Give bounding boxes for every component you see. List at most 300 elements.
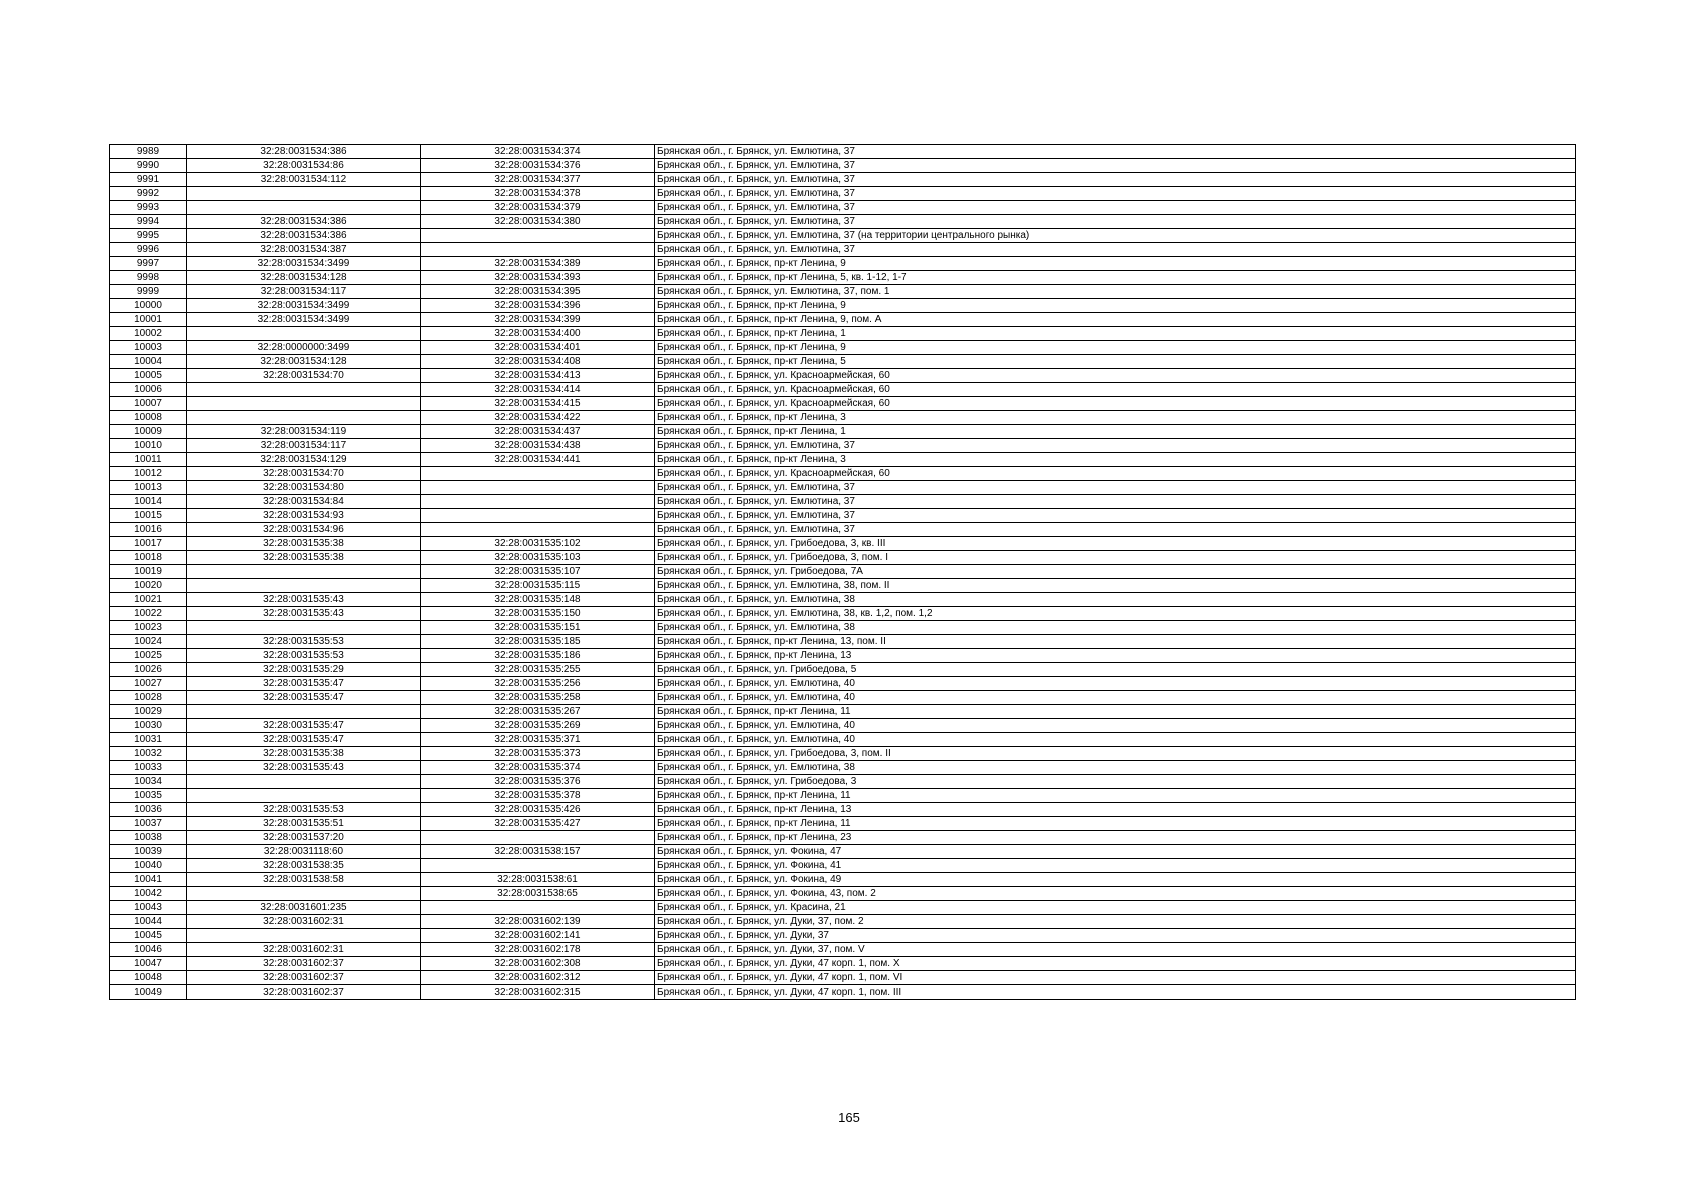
- table-row: [110, 915, 1576, 929]
- table-row: [110, 593, 1576, 607]
- row-number-cell: 9993: [110, 201, 187, 215]
- cadastral-number-cell: 32:28:0031534:80: [187, 481, 421, 495]
- cadastral-number-cell: 32:28:0031534:93: [187, 509, 421, 523]
- row-number-cell: 10012: [110, 467, 187, 481]
- row-number-cell: 10010: [110, 439, 187, 453]
- address-cell: Брянская обл., г. Брянск, ул. Емлютина, 40: [655, 733, 1576, 747]
- cadastral-number-cell: [187, 327, 421, 341]
- row-number-cell: 10030: [110, 719, 187, 733]
- object-cadastral-number-cell: 32:28:0031535:267: [421, 705, 655, 719]
- row-number-cell: 10039: [110, 845, 187, 859]
- object-cadastral-number-cell: 32:28:0031535:115: [421, 579, 655, 593]
- table-row: [110, 551, 1576, 565]
- row-number-cell: 10023: [110, 621, 187, 635]
- address-cell: Брянская обл., г. Брянск, ул. Красноармейская, 60: [655, 369, 1576, 383]
- object-cadastral-number-cell: 32:28:0031535:373: [421, 747, 655, 761]
- row-number-cell: 10007: [110, 397, 187, 411]
- cadastral-number-cell: 32:28:0031534:128: [187, 355, 421, 369]
- table-row: [110, 789, 1576, 803]
- address-cell: Брянская обл., г. Брянск, ул. Емлютина, 37: [655, 159, 1576, 173]
- cadastral-number-cell: [187, 929, 421, 943]
- cadastral-number-cell: 32:28:0031537:20: [187, 831, 421, 845]
- table-row: [110, 635, 1576, 649]
- cadastral-number-cell: 32:28:0031535:29: [187, 663, 421, 677]
- address-cell: Брянская обл., г. Брянск, ул. Грибоедова, 3: [655, 775, 1576, 789]
- object-cadastral-number-cell: 32:28:0031602:141: [421, 929, 655, 943]
- address-cell: Брянская обл., г. Брянск, ул. Емлютина, 38: [655, 761, 1576, 775]
- cadastral-number-cell: 32:28:0031535:53: [187, 635, 421, 649]
- address-cell: Брянская обл., г. Брянск, ул. Грибоедова, 7А: [655, 565, 1576, 579]
- address-cell: Брянская обл., г. Брянск, ул. Грибоедова, 3, пом. II: [655, 747, 1576, 761]
- address-cell: Брянская обл., г. Брянск, ул. Красина, 21: [655, 901, 1576, 915]
- cadastral-number-cell: 32:28:0031535:38: [187, 537, 421, 551]
- address-cell: Брянская обл., г. Брянск, ул. Фокина, 49: [655, 873, 1576, 887]
- object-cadastral-number-cell: 32:28:0031535:269: [421, 719, 655, 733]
- row-number-cell: 10046: [110, 943, 187, 957]
- address-cell: Брянская обл., г. Брянск, ул. Фокина, 47: [655, 845, 1576, 859]
- address-cell: Брянская обл., г. Брянск, ул. Емлютина, 37: [655, 173, 1576, 187]
- table-row: [110, 579, 1576, 593]
- object-cadastral-number-cell: 32:28:0031602:315: [421, 985, 655, 1000]
- object-cadastral-number-cell: [421, 229, 655, 243]
- cadastral-number-cell: 32:28:0031534:70: [187, 369, 421, 383]
- cadastral-number-cell: 32:28:0031535:43: [187, 607, 421, 621]
- object-cadastral-number-cell: 32:28:0031535:107: [421, 565, 655, 579]
- cadastral-number-cell: 32:28:0031535:47: [187, 719, 421, 733]
- address-cell: Брянская обл., г. Брянск, пр-кт Ленина, 3: [655, 453, 1576, 467]
- row-number-cell: 9997: [110, 257, 187, 271]
- row-number-cell: 10041: [110, 873, 187, 887]
- cadastral-number-cell: 32:28:0031535:47: [187, 691, 421, 705]
- object-cadastral-number-cell: 32:28:0031534:399: [421, 313, 655, 327]
- row-number-cell: 10019: [110, 565, 187, 579]
- table-row: [110, 271, 1576, 285]
- table-row: [110, 537, 1576, 551]
- object-cadastral-number-cell: 32:28:0031534:393: [421, 271, 655, 285]
- object-cadastral-number-cell: 32:28:0031602:308: [421, 957, 655, 971]
- object-cadastral-number-cell: [421, 467, 655, 481]
- object-cadastral-number-cell: 32:28:0031534:378: [421, 187, 655, 201]
- table-row: [110, 677, 1576, 691]
- table-row: [110, 257, 1576, 271]
- object-cadastral-number-cell: [421, 831, 655, 845]
- object-cadastral-number-cell: 32:28:0031535:374: [421, 761, 655, 775]
- address-cell: Брянская обл., г. Брянск, пр-кт Ленина, 9: [655, 341, 1576, 355]
- address-cell: Брянская обл., г. Брянск, ул. Емлютина, 37: [655, 509, 1576, 523]
- table-row: [110, 159, 1576, 173]
- table-row: [110, 397, 1576, 411]
- table-row: [110, 509, 1576, 523]
- row-number-cell: 9991: [110, 173, 187, 187]
- row-number-cell: 10043: [110, 901, 187, 915]
- row-number-cell: 9995: [110, 229, 187, 243]
- table-row: [110, 229, 1576, 243]
- object-cadastral-number-cell: 32:28:0031535:427: [421, 817, 655, 831]
- row-number-cell: 10040: [110, 859, 187, 873]
- cadastral-number-cell: [187, 789, 421, 803]
- row-number-cell: 10032: [110, 747, 187, 761]
- table-row: [110, 929, 1576, 943]
- address-cell: Брянская обл., г. Брянск, пр-кт Ленина, 23: [655, 831, 1576, 845]
- address-cell: Брянская обл., г. Брянск, ул. Емлютина, 37: [655, 145, 1576, 159]
- address-cell: Брянская обл., г. Брянск, ул. Емлютина, 38: [655, 621, 1576, 635]
- row-number-cell: 10045: [110, 929, 187, 943]
- table-row: [110, 481, 1576, 495]
- address-cell: Брянская обл., г. Брянск, ул. Дуки, 47 корп. 1, пом. VI: [655, 971, 1576, 985]
- address-cell: Брянская обл., г. Брянск, ул. Емлютина, 37: [655, 439, 1576, 453]
- table-row: [110, 383, 1576, 397]
- cadastral-number-cell: 32:28:0031534:3499: [187, 257, 421, 271]
- row-number-cell: 9996: [110, 243, 187, 257]
- object-cadastral-number-cell: 32:28:0031534:438: [421, 439, 655, 453]
- address-cell: Брянская обл., г. Брянск, пр-кт Ленина, 5, кв. 1-12, 1-7: [655, 271, 1576, 285]
- table-row: [110, 495, 1576, 509]
- object-cadastral-number-cell: 32:28:0031534:380: [421, 215, 655, 229]
- row-number-cell: 10047: [110, 957, 187, 971]
- cadastral-number-cell: 32:28:0031538:58: [187, 873, 421, 887]
- address-cell: Брянская обл., г. Брянск, ул. Красноармейская, 60: [655, 467, 1576, 481]
- object-cadastral-number-cell: 32:28:0031534:377: [421, 173, 655, 187]
- row-number-cell: 9990: [110, 159, 187, 173]
- row-number-cell: 10006: [110, 383, 187, 397]
- cadastral-number-cell: 32:28:0031602:31: [187, 915, 421, 929]
- address-cell: Брянская обл., г. Брянск, ул. Грибоедова, 5: [655, 663, 1576, 677]
- cadastral-number-cell: 32:28:0031535:38: [187, 551, 421, 565]
- address-cell: Брянская обл., г. Брянск, ул. Емлютина, 37: [655, 187, 1576, 201]
- address-cell: Брянская обл., г. Брянск, пр-кт Ленина, 9: [655, 257, 1576, 271]
- document-table-container: [109, 144, 1576, 1000]
- table-row: [110, 201, 1576, 215]
- cadastral-number-cell: 32:28:0031534:387: [187, 243, 421, 257]
- cadastral-number-cell: 32:28:0031535:51: [187, 817, 421, 831]
- table-row: [110, 327, 1576, 341]
- object-cadastral-number-cell: 32:28:0031602:312: [421, 971, 655, 985]
- table-row: [110, 971, 1576, 985]
- cadastral-number-cell: [187, 565, 421, 579]
- cadastral-number-cell: 32:28:0031534:86: [187, 159, 421, 173]
- table-row: [110, 355, 1576, 369]
- address-cell: Брянская обл., г. Брянск, пр-кт Ленина, 11: [655, 705, 1576, 719]
- address-cell: Брянская обл., г. Брянск, пр-кт Ленина, 11: [655, 817, 1576, 831]
- cadastral-number-cell: [187, 705, 421, 719]
- table-row: [110, 439, 1576, 453]
- object-cadastral-number-cell: 32:28:0031535:258: [421, 691, 655, 705]
- row-number-cell: 10013: [110, 481, 187, 495]
- row-number-cell: 10044: [110, 915, 187, 929]
- object-cadastral-number-cell: 32:28:0031602:178: [421, 943, 655, 957]
- object-cadastral-number-cell: 32:28:0031535:426: [421, 803, 655, 817]
- address-cell: Брянская обл., г. Брянск, ул. Емлютина, 38, пом. II: [655, 579, 1576, 593]
- address-cell: Брянская обл., г. Брянск, пр-кт Ленина, 5: [655, 355, 1576, 369]
- row-number-cell: 10022: [110, 607, 187, 621]
- table-row: [110, 313, 1576, 327]
- row-number-cell: 10027: [110, 677, 187, 691]
- row-number-cell: 10031: [110, 733, 187, 747]
- address-cell: Брянская обл., г. Брянск, пр-кт Ленина, 11: [655, 789, 1576, 803]
- object-cadastral-number-cell: [421, 523, 655, 537]
- row-number-cell: 10005: [110, 369, 187, 383]
- cadastral-number-cell: 32:28:0031534:386: [187, 145, 421, 159]
- address-cell: Брянская обл., г. Брянск, ул. Емлютина, 40: [655, 677, 1576, 691]
- table-row: [110, 649, 1576, 663]
- address-cell: Брянская обл., г. Брянск, ул. Емлютина, 37: [655, 201, 1576, 215]
- cadastral-number-cell: 32:28:0031534:128: [187, 271, 421, 285]
- object-cadastral-number-cell: [421, 509, 655, 523]
- address-cell: Брянская обл., г. Брянск, ул. Дуки, 37: [655, 929, 1576, 943]
- table-row: [110, 607, 1576, 621]
- row-number-cell: 10008: [110, 411, 187, 425]
- table-row: [110, 467, 1576, 481]
- object-cadastral-number-cell: 32:28:0031534:401: [421, 341, 655, 355]
- object-cadastral-number-cell: 32:28:0031535:371: [421, 733, 655, 747]
- row-number-cell: 10037: [110, 817, 187, 831]
- object-cadastral-number-cell: 32:28:0031538:61: [421, 873, 655, 887]
- row-number-cell: 10033: [110, 761, 187, 775]
- cadastral-number-cell: 32:28:0031602:37: [187, 957, 421, 971]
- table-row: [110, 369, 1576, 383]
- table-row: [110, 145, 1576, 159]
- object-cadastral-number-cell: 32:28:0031535:151: [421, 621, 655, 635]
- cadastral-number-cell: 32:28:0031534:96: [187, 523, 421, 537]
- table-row: [110, 691, 1576, 705]
- cadastral-number-cell: 32:28:0031601:235: [187, 901, 421, 915]
- cadastral-number-cell: [187, 201, 421, 215]
- table-row: [110, 957, 1576, 971]
- object-cadastral-number-cell: 32:28:0031535:148: [421, 593, 655, 607]
- table-row: [110, 453, 1576, 467]
- table-row: [110, 425, 1576, 439]
- table-row: [110, 985, 1576, 1000]
- table-row: [110, 747, 1576, 761]
- address-cell: Брянская обл., г. Брянск, ул. Емлютина, 37 (на территории центрального рынка): [655, 229, 1576, 243]
- cadastral-number-cell: 32:28:0031535:43: [187, 761, 421, 775]
- table-row: [110, 411, 1576, 425]
- address-cell: Брянская обл., г. Брянск, ул. Фокина, 41: [655, 859, 1576, 873]
- table-row: [110, 901, 1576, 915]
- row-number-cell: 10002: [110, 327, 187, 341]
- object-cadastral-number-cell: 32:28:0031534:379: [421, 201, 655, 215]
- object-cadastral-number-cell: 32:28:0031602:139: [421, 915, 655, 929]
- page-number: 165: [838, 1110, 860, 1125]
- object-cadastral-number-cell: 32:28:0031538:65: [421, 887, 655, 901]
- object-cadastral-number-cell: 32:28:0031534:389: [421, 257, 655, 271]
- row-number-cell: 10024: [110, 635, 187, 649]
- object-cadastral-number-cell: 32:28:0031535:256: [421, 677, 655, 691]
- object-cadastral-number-cell: 32:28:0031538:157: [421, 845, 655, 859]
- cadastral-number-cell: 32:28:0031535:53: [187, 649, 421, 663]
- address-cell: Брянская обл., г. Брянск, ул. Емлютина, 37: [655, 215, 1576, 229]
- table-row: [110, 663, 1576, 677]
- row-number-cell: 10003: [110, 341, 187, 355]
- cadastral-number-cell: 32:28:0031535:43: [187, 593, 421, 607]
- object-cadastral-number-cell: 32:28:0031534:374: [421, 145, 655, 159]
- address-cell: Брянская обл., г. Брянск, пр-кт Ленина, 13, пом. II: [655, 635, 1576, 649]
- cadastral-number-cell: 32:28:0000000:3499: [187, 341, 421, 355]
- address-cell: Брянская обл., г. Брянск, ул. Красноармейская, 60: [655, 383, 1576, 397]
- object-cadastral-number-cell: 32:28:0031534:400: [421, 327, 655, 341]
- table-row: [110, 215, 1576, 229]
- row-number-cell: 10042: [110, 887, 187, 901]
- cadastral-number-cell: 32:28:0031534:129: [187, 453, 421, 467]
- address-cell: Брянская обл., г. Брянск, ул. Дуки, 37, пом. V: [655, 943, 1576, 957]
- object-cadastral-number-cell: 32:28:0031534:437: [421, 425, 655, 439]
- row-number-cell: 10048: [110, 971, 187, 985]
- address-cell: Брянская обл., г. Брянск, ул. Емлютина, 38: [655, 593, 1576, 607]
- row-number-cell: 10035: [110, 789, 187, 803]
- table-row: [110, 719, 1576, 733]
- table-row: [110, 859, 1576, 873]
- table-row: [110, 187, 1576, 201]
- table-body: [110, 145, 1576, 1000]
- cadastral-number-cell: 32:28:0031534:70: [187, 467, 421, 481]
- object-cadastral-number-cell: [421, 495, 655, 509]
- table-row: [110, 803, 1576, 817]
- cadastral-number-cell: 32:28:0031534:84: [187, 495, 421, 509]
- address-cell: Брянская обл., г. Брянск, пр-кт Ленина, 13: [655, 649, 1576, 663]
- row-number-cell: 10009: [110, 425, 187, 439]
- table-row: [110, 761, 1576, 775]
- object-cadastral-number-cell: 32:28:0031535:185: [421, 635, 655, 649]
- cadastral-number-cell: 32:28:0031534:119: [187, 425, 421, 439]
- object-cadastral-number-cell: 32:28:0031534:415: [421, 397, 655, 411]
- address-cell: Брянская обл., г. Брянск, ул. Емлютина, 37: [655, 495, 1576, 509]
- cadastral-number-cell: [187, 187, 421, 201]
- row-number-cell: 10029: [110, 705, 187, 719]
- cadastral-number-cell: 32:28:0031602:31: [187, 943, 421, 957]
- object-cadastral-number-cell: 32:28:0031534:414: [421, 383, 655, 397]
- row-number-cell: 10049: [110, 985, 187, 1000]
- object-cadastral-number-cell: 32:28:0031535:376: [421, 775, 655, 789]
- cadastral-number-cell: 32:28:0031118:60: [187, 845, 421, 859]
- object-cadastral-number-cell: 32:28:0031535:103: [421, 551, 655, 565]
- row-number-cell: 10025: [110, 649, 187, 663]
- address-cell: Брянская обл., г. Брянск, пр-кт Ленина, 1: [655, 327, 1576, 341]
- row-number-cell: 10001: [110, 313, 187, 327]
- table-row: [110, 173, 1576, 187]
- cadastral-number-cell: 32:28:0031602:37: [187, 971, 421, 985]
- cadastral-number-cell: 32:28:0031535:53: [187, 803, 421, 817]
- cadastral-number-cell: 32:28:0031534:117: [187, 439, 421, 453]
- row-number-cell: 10016: [110, 523, 187, 537]
- address-cell: Брянская обл., г. Брянск, ул. Грибоедова, 3, кв. III: [655, 537, 1576, 551]
- address-cell: Брянская обл., г. Брянск, ул. Емлютина, 37, пом. 1: [655, 285, 1576, 299]
- object-cadastral-number-cell: 32:28:0031534:408: [421, 355, 655, 369]
- cadastral-number-cell: 32:28:0031534:386: [187, 229, 421, 243]
- object-cadastral-number-cell: 32:28:0031534:395: [421, 285, 655, 299]
- row-number-cell: 10014: [110, 495, 187, 509]
- address-cell: Брянская обл., г. Брянск, ул. Грибоедова, 3, пом. I: [655, 551, 1576, 565]
- object-cadastral-number-cell: 32:28:0031534:396: [421, 299, 655, 313]
- table-row: [110, 775, 1576, 789]
- address-cell: Брянская обл., г. Брянск, пр-кт Ленина, 9, пом. А: [655, 313, 1576, 327]
- cadastral-number-cell: [187, 621, 421, 635]
- address-cell: Брянская обл., г. Брянск, пр-кт Ленина, 1: [655, 425, 1576, 439]
- cadastral-number-cell: [187, 887, 421, 901]
- row-number-cell: 9994: [110, 215, 187, 229]
- row-number-cell: 9998: [110, 271, 187, 285]
- object-cadastral-number-cell: [421, 859, 655, 873]
- table-row: [110, 621, 1576, 635]
- cadastral-number-cell: [187, 397, 421, 411]
- table-row: [110, 341, 1576, 355]
- address-cell: Брянская обл., г. Брянск, ул. Емлютина, 38, кв. 1,2, пом. 1,2: [655, 607, 1576, 621]
- address-cell: Брянская обл., г. Брянск, ул. Дуки, 37, пом. 2: [655, 915, 1576, 929]
- cadastral-number-cell: 32:28:0031535:47: [187, 677, 421, 691]
- cadastral-number-cell: 32:28:0031535:47: [187, 733, 421, 747]
- row-number-cell: 10017: [110, 537, 187, 551]
- cadastral-number-cell: 32:28:0031535:38: [187, 747, 421, 761]
- object-cadastral-number-cell: 32:28:0031534:413: [421, 369, 655, 383]
- object-cadastral-number-cell: 32:28:0031535:102: [421, 537, 655, 551]
- row-number-cell: 10020: [110, 579, 187, 593]
- row-number-cell: 10000: [110, 299, 187, 313]
- address-cell: Брянская обл., г. Брянск, ул. Дуки, 47 корп. 1, пом. X: [655, 957, 1576, 971]
- object-cadastral-number-cell: [421, 243, 655, 257]
- table-row: [110, 523, 1576, 537]
- address-cell: Брянская обл., г. Брянск, пр-кт Ленина, 9: [655, 299, 1576, 313]
- cadastral-number-cell: [187, 775, 421, 789]
- cadastral-number-cell: 32:28:0031534:3499: [187, 313, 421, 327]
- object-cadastral-number-cell: 32:28:0031535:186: [421, 649, 655, 663]
- table-row: [110, 243, 1576, 257]
- table-row: [110, 873, 1576, 887]
- table-row: [110, 565, 1576, 579]
- row-number-cell: 10036: [110, 803, 187, 817]
- cadastral-register-table: [109, 144, 1576, 1000]
- row-number-cell: 9992: [110, 187, 187, 201]
- row-number-cell: 10026: [110, 663, 187, 677]
- cadastral-number-cell: [187, 383, 421, 397]
- address-cell: Брянская обл., г. Брянск, пр-кт Ленина, 3: [655, 411, 1576, 425]
- object-cadastral-number-cell: 32:28:0031534:441: [421, 453, 655, 467]
- cadastral-number-cell: 32:28:0031534:117: [187, 285, 421, 299]
- object-cadastral-number-cell: 32:28:0031534:376: [421, 159, 655, 173]
- table-row: [110, 733, 1576, 747]
- object-cadastral-number-cell: [421, 481, 655, 495]
- table-row: [110, 817, 1576, 831]
- address-cell: Брянская обл., г. Брянск, ул. Емлютина, 40: [655, 719, 1576, 733]
- address-cell: Брянская обл., г. Брянск, ул. Дуки, 47 корп. 1, пом. III: [655, 985, 1576, 1000]
- table-row: [110, 299, 1576, 313]
- row-number-cell: 10021: [110, 593, 187, 607]
- cadastral-number-cell: [187, 411, 421, 425]
- table-row: [110, 845, 1576, 859]
- address-cell: Брянская обл., г. Брянск, ул. Емлютина, 40: [655, 691, 1576, 705]
- address-cell: Брянская обл., г. Брянск, ул. Красноармейская, 60: [655, 397, 1576, 411]
- row-number-cell: 10038: [110, 831, 187, 845]
- object-cadastral-number-cell: [421, 901, 655, 915]
- row-number-cell: 10028: [110, 691, 187, 705]
- object-cadastral-number-cell: 32:28:0031534:422: [421, 411, 655, 425]
- row-number-cell: 10011: [110, 453, 187, 467]
- cadastral-number-cell: 32:28:0031538:35: [187, 859, 421, 873]
- cadastral-number-cell: 32:28:0031534:386: [187, 215, 421, 229]
- row-number-cell: 10034: [110, 775, 187, 789]
- row-number-cell: 10018: [110, 551, 187, 565]
- row-number-cell: 10004: [110, 355, 187, 369]
- cadastral-number-cell: [187, 579, 421, 593]
- table-row: [110, 887, 1576, 901]
- table-row: [110, 705, 1576, 719]
- object-cadastral-number-cell: 32:28:0031535:255: [421, 663, 655, 677]
- cadastral-number-cell: 32:28:0031602:37: [187, 985, 421, 1000]
- address-cell: Брянская обл., г. Брянск, пр-кт Ленина, 13: [655, 803, 1576, 817]
- table-row: [110, 831, 1576, 845]
- object-cadastral-number-cell: 32:28:0031535:150: [421, 607, 655, 621]
- object-cadastral-number-cell: 32:28:0031535:378: [421, 789, 655, 803]
- row-number-cell: 9989: [110, 145, 187, 159]
- cadastral-number-cell: 32:28:0031534:3499: [187, 299, 421, 313]
